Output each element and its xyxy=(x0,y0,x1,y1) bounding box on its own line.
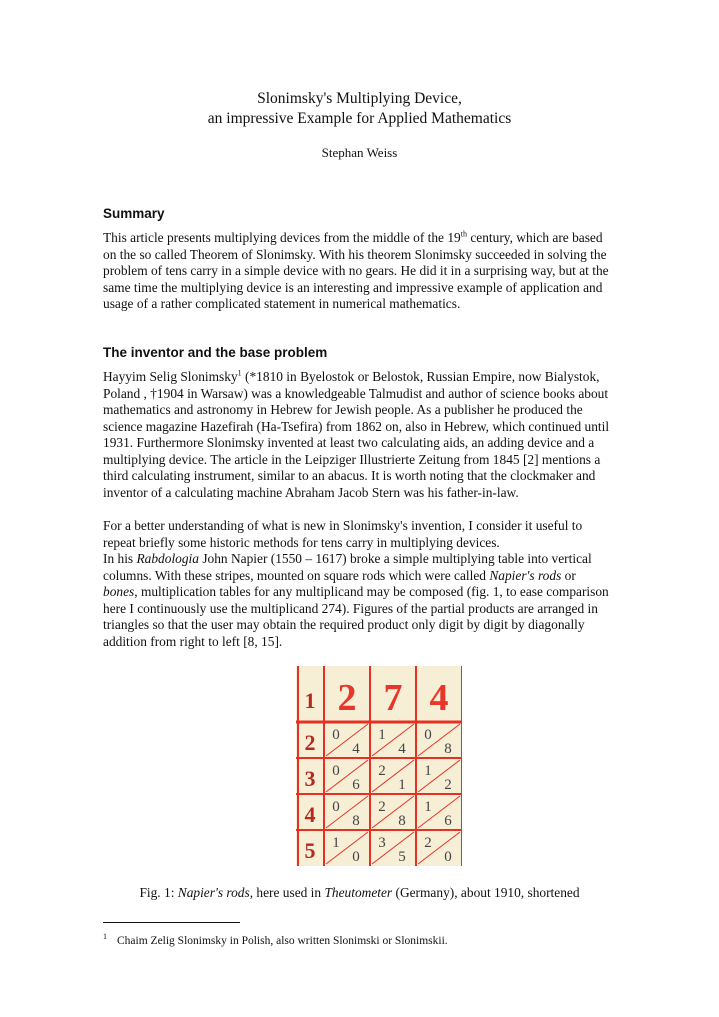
cell-units-digit: 0 xyxy=(444,849,452,865)
cell-units-digit: 4 xyxy=(352,741,360,757)
multiplicand-digit: 2 xyxy=(337,677,357,719)
cell-tens-digit: 0 xyxy=(332,763,340,779)
cell-tens-digit: 2 xyxy=(424,835,432,851)
cell-units-digit: 8 xyxy=(352,813,360,829)
cell-tens-digit: 2 xyxy=(378,799,386,815)
multiplicand-digit: 4 xyxy=(429,677,449,719)
cell-units-digit: 5 xyxy=(398,849,406,865)
author-name: Stephan Weiss xyxy=(321,145,398,160)
inventor-heading: The inventor and the base problem xyxy=(103,345,328,360)
multiplier-digit: 3 xyxy=(304,766,316,791)
cell-tens-digit: 1 xyxy=(424,799,432,815)
footnote xyxy=(103,932,448,947)
cell-tens-digit: 0 xyxy=(424,727,432,743)
summary-heading: Summary xyxy=(103,206,165,221)
cell-tens-digit: 1 xyxy=(424,763,432,779)
title-line-1: Slonimsky's Multiplying Device, xyxy=(257,90,462,107)
cell-units-digit: 2 xyxy=(444,777,452,793)
summary-paragraph: This article presents multiplying devices from the middle of the 19th century, which are based on the so called Theorem of Slonimsky. With his theorem Slonimsky succeeded in solving the problem of tens carry in a simple device with no gears. He did it in a surprising way, but at the same time the multiplying device is an interesting and impressive example of application and usage of a rather complicated statement in numerical mathematics. xyxy=(103,229,609,311)
cell-units-digit: 8 xyxy=(398,813,406,829)
cell-units-digit: 0 xyxy=(352,849,360,865)
multiplier-digit: 4 xyxy=(304,802,316,827)
multiplicand-digit: 7 xyxy=(383,677,403,719)
cell-tens-digit: 0 xyxy=(332,799,340,815)
cell-units-digit: 4 xyxy=(398,741,406,757)
cell-units-digit: 6 xyxy=(352,777,360,793)
napier-rods-figure xyxy=(296,666,462,866)
footnote-mark: 1 xyxy=(103,932,107,942)
multiplier-digit: 2 xyxy=(304,730,316,755)
cell-units-digit: 6 xyxy=(444,813,452,829)
cell-units-digit: 1 xyxy=(398,777,406,793)
cell-units-digit: 8 xyxy=(444,741,452,757)
footnote-divider xyxy=(103,922,240,923)
cell-tens-digit: 0 xyxy=(332,727,340,743)
inventor-paragraph: Hayyim Selig Slonimsky$^1$ (*1810 in Byelostok or Belostok, Russian Empire, now Bialystok, Poland , †1904 in Warsaw) was a knowledgeable Talmudist and author of science books about mathematics and astronomy in Hebrew for Jewish people. As a publisher he produced the science magazine Hazefirah (Ha-Tsefira) from 1862 on, also in Hebrew, which continued until 1931. Furthermore Slonimsky invented at least two calculating aids, an adding device and a multiplying device. The article in the Leipziger Illustrierte Zeitung from 1845 [2] mentions a third calculating instrument, similar to an abacus. It is worth noting that the clockmaker and inventor of a calculating machine Abraham Jacob Stern was his father-in-law. xyxy=(103,368,610,500)
footnote-text: Chaim Zelig Slonimsky in Polish, also written Slonimski or Slonimskii. xyxy=(117,935,448,947)
multiplier-digit: 5 xyxy=(304,838,316,863)
index-digit: 1 xyxy=(304,688,316,713)
title-line-2: an impressive Example for Applied Mathematics xyxy=(207,110,512,127)
cell-tens-digit: 2 xyxy=(378,763,386,779)
cell-tens-digit: 1 xyxy=(332,835,340,851)
history-paragraph: For a better understanding of what is new in Slonimsky's invention, I consider it useful to repeat briefly some historic methods for tens carry in multiplying devices. In his Rabdologia John Napier (1550 – 1617) broke a simple multiplying table into vertical columns. With these stripes, mounted on square rods which were called Napier's rods or bones, multiplication tables for any multiplicand may be composed (fig. 1, to ease comparison here I continuously use the multiplicand 274). Figures of the partial products are arranged in triangles so that the user may obtain the required product only digit by digit by diagonally addition from right to left [8, 15]. xyxy=(103,518,609,649)
cell-tens-digit: 1 xyxy=(378,727,386,743)
figure-caption: Fig. 1: Napier's rods, here used in Theutometer (Germany), about 1910, shortened xyxy=(139,885,580,900)
cell-tens-digit: 3 xyxy=(378,835,386,851)
